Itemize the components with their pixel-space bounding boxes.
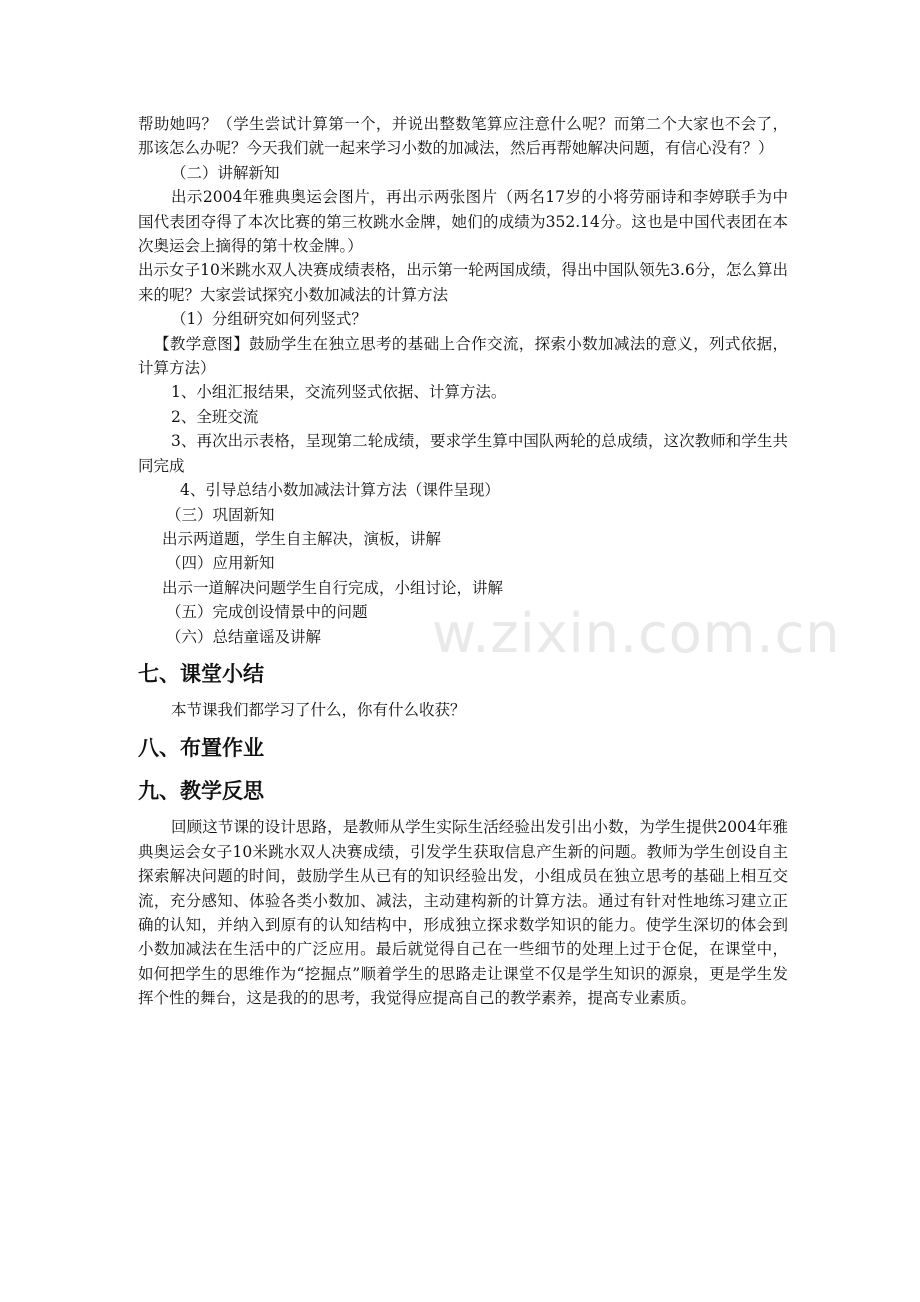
paragraph-teaching-intent: 【教学意图】鼓励学生在独立思考的基础上合作交流，探索小数加减法的意义，列式依据，计算方法） bbox=[138, 334, 788, 378]
subheading-consolidate: （三）巩固新知 bbox=[166, 505, 275, 524]
paragraph-solve-problem: 出示一道解决问题学生自行完成，小组讨论，讲解 bbox=[162, 578, 504, 597]
subheading-apply: （四）应用新知 bbox=[166, 554, 275, 573]
paragraph-show-pictures: 出示2004年雅典奥运会图片，再出示两张图片（两名17岁的小将劳丽诗和李婷联手为中国代表团夺得了本次比赛的第三枚跳水金牌，她们的成绩为352.14分。这也是中国代表团在本次奥运会上摘得的第十枚金牌。） bbox=[138, 188, 788, 256]
section-title-homework: 八、布置作业 bbox=[138, 736, 264, 761]
section-title-reflection: 九、教学反思 bbox=[138, 779, 264, 804]
step-3: 3、再次出示表格，呈现第二轮成绩，要求学生算中国队两轮的总成绩，这次教师和学生共同完成 bbox=[138, 432, 788, 475]
subheading-explain-new: （二）讲解新知 bbox=[171, 163, 280, 182]
paragraph-intro: 帮助她吗？（学生尝试计算第一个，并说出整数笔算应注意什么呢？而第二个大家也不会了，那该怎么办呢？今天我们就一起来学习小数的加减法，然后再帮她解决问题，有信心没有？） bbox=[138, 115, 788, 158]
section-title-summary: 七、课堂小结 bbox=[138, 661, 264, 686]
step-4: 4、引导总结小数加减法计算方法（课件呈现） bbox=[180, 481, 500, 500]
step-2: 2、全班交流 bbox=[171, 407, 259, 426]
paragraph-summary: 本节课我们都学习了什么，你有什么收获？ bbox=[171, 700, 466, 719]
subheading-summary-rhyme: （六）总结童谣及讲解 bbox=[166, 627, 322, 646]
step-1: 1、小组汇报结果，交流列竖式依据、计算方法。 bbox=[171, 383, 507, 402]
document-body bbox=[138, 112, 788, 1011]
step-group-research: （1）分组研究如何列竖式？ bbox=[171, 310, 367, 329]
subheading-complete-scenario: （五）完成创设情景中的问题 bbox=[166, 603, 368, 622]
paragraph-two-problems: 出示两道题，学生自主解决，演板，讲解 bbox=[162, 529, 442, 548]
paragraph-show-table: 出示女子10米跳水双人决赛成绩表格，出示第一轮两国成绩，得出中国队领先3.6分，怎么算出来的呢？大家尝试探究小数加减法的计算方法 bbox=[138, 261, 788, 304]
watermark: w.zixin.com.cn bbox=[432, 602, 841, 665]
paragraph-reflection: 回顾这节课的设计思路，是教师从学生实际生活经验出发引出小数，为学生提供2004年雅典奥运会女子10米跳水双人决赛成绩，引发学生获取信息产生新的问题。教师为学生创设自主探索解决问题的时间，鼓励学生从已有的知识经验出发，小组成员在独立思考的基础上相互交流，充分感知、体验各类小数加、减法，主动建构新的计算方法。通过有针对性地练习建立正确的认知，并纳入到原有的认知结构中，形成独立探求数学知识的能力。使学生深切的体会到小数加减法在生活中的广泛应用。最后就觉得自己在一些细节的处理上过于仓促，在课堂中，如何把学生的思维作为“挖掘点”顺着学生的思路走让课堂不仅是学生知识的源泉，更是学生发挥个性的舞台，这是我的的思考，我觉得应提高自己的教学素养，提高专业素质。 bbox=[138, 818, 788, 1008]
